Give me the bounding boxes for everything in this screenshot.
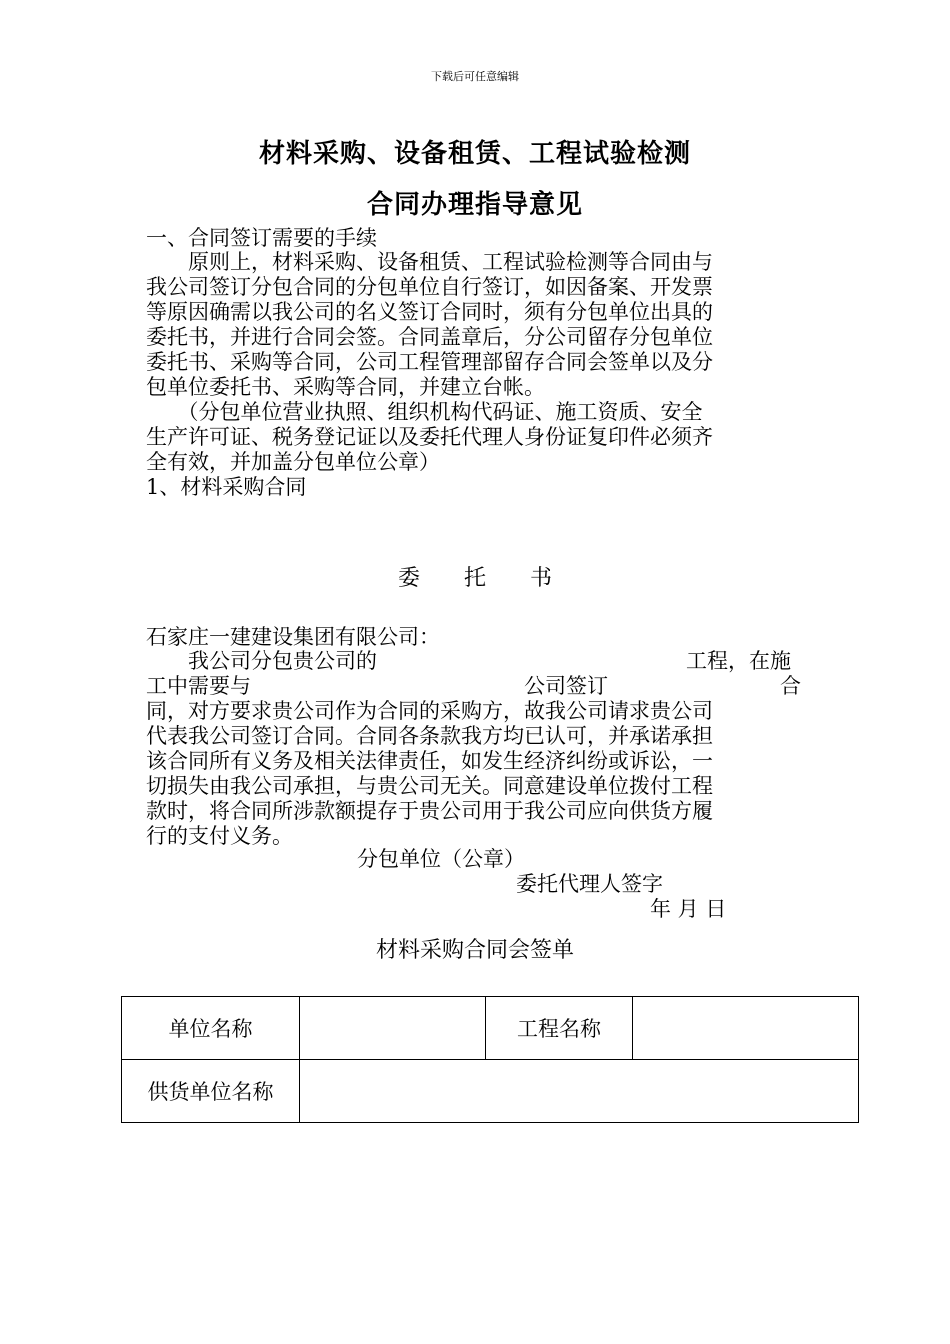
date-label: 年 月 日 — [650, 897, 727, 921]
project-name-cell[interactable] — [633, 997, 859, 1060]
letter-line: 该合同所有义务及相关法律责任，如发生经济纠纷或诉讼，一 — [146, 749, 713, 773]
supplier-name-label: 供货单位名称 — [122, 1060, 300, 1123]
letter-line: 同，对方要求贵公司作为合同的采购方，故我公司请求贵公司 — [146, 699, 713, 723]
paragraph-line: 委托书、采购等合同，公司工程管理部留存合同会签单以及分 — [146, 350, 713, 374]
letter-line: 切损失由我公司承担，与贵公司无关。同意建设单位拨付工程 — [146, 774, 713, 798]
letter-line: 合 — [780, 674, 801, 698]
sign-form-title: 材料采购合同会签单 — [375, 938, 574, 963]
letter-line: 代表我公司签订合同。合同各条款我方均已认可，并承诺承担 — [146, 724, 713, 748]
section-heading: 一、合同签订需要的手续 — [146, 226, 377, 250]
header-note: 下载后可任意编辑 — [431, 70, 519, 83]
letter-line: 工中需要与 — [146, 674, 251, 698]
paragraph-line: 等原因确需以我公司的名义签订合同时，须有分包单位出具的 — [146, 300, 713, 324]
letter-line: 行的支付义务。 — [146, 824, 293, 848]
agent-signature-label: 委托代理人签字 — [516, 872, 663, 896]
document-title-line1: 材料采购、设备租赁、工程试验检测 — [258, 139, 691, 169]
seal-label: 分包单位（公章） — [357, 847, 525, 871]
letter-title: 委 托 书 — [397, 566, 552, 591]
letter-line: 我公司分包贵公司的 — [146, 649, 377, 673]
table-row — [122, 1060, 859, 1123]
paragraph-line: 包单位委托书、采购等合同，并建立台帐。 — [146, 375, 545, 399]
letter-line: 款时，将合同所涉款额提存于贵公司用于我公司应向供货方履 — [146, 799, 713, 823]
unit-name-cell[interactable] — [300, 997, 486, 1060]
paragraph-line: 全有效，并加盖分包单位公章） — [146, 450, 440, 474]
letter-addressee: 石家庄一建建设集团有限公司： — [146, 625, 440, 649]
unit-name-label: 单位名称 — [122, 997, 300, 1060]
table-row — [122, 997, 859, 1060]
project-name-label: 工程名称 — [486, 997, 633, 1060]
paragraph-line: 原则上，材料采购、设备租赁、工程试验检测等合同由与 — [146, 250, 713, 274]
document-title-line2: 合同办理指导意见 — [366, 190, 583, 220]
paragraph-line: 委托书，并进行合同会签。合同盖章后，分公司留存分包单位 — [146, 325, 713, 349]
paragraph-line: 我公司签订分包合同的分包单位自行签订，如因备案、开发票 — [146, 275, 713, 299]
paragraph-line: 生产许可证、税务登记证以及委托代理人身份证复印件必须齐 — [146, 425, 713, 449]
letter-line: 工程，在施 — [686, 649, 791, 673]
sign-form-table — [121, 996, 859, 1123]
supplier-name-cell[interactable] — [300, 1060, 859, 1123]
letter-line: 公司签订 — [524, 674, 608, 698]
paragraph-line: （分包单位营业执照、组织机构代码证、施工资质、安全 — [146, 400, 703, 424]
list-item: 1、材料采购合同 — [146, 475, 307, 499]
